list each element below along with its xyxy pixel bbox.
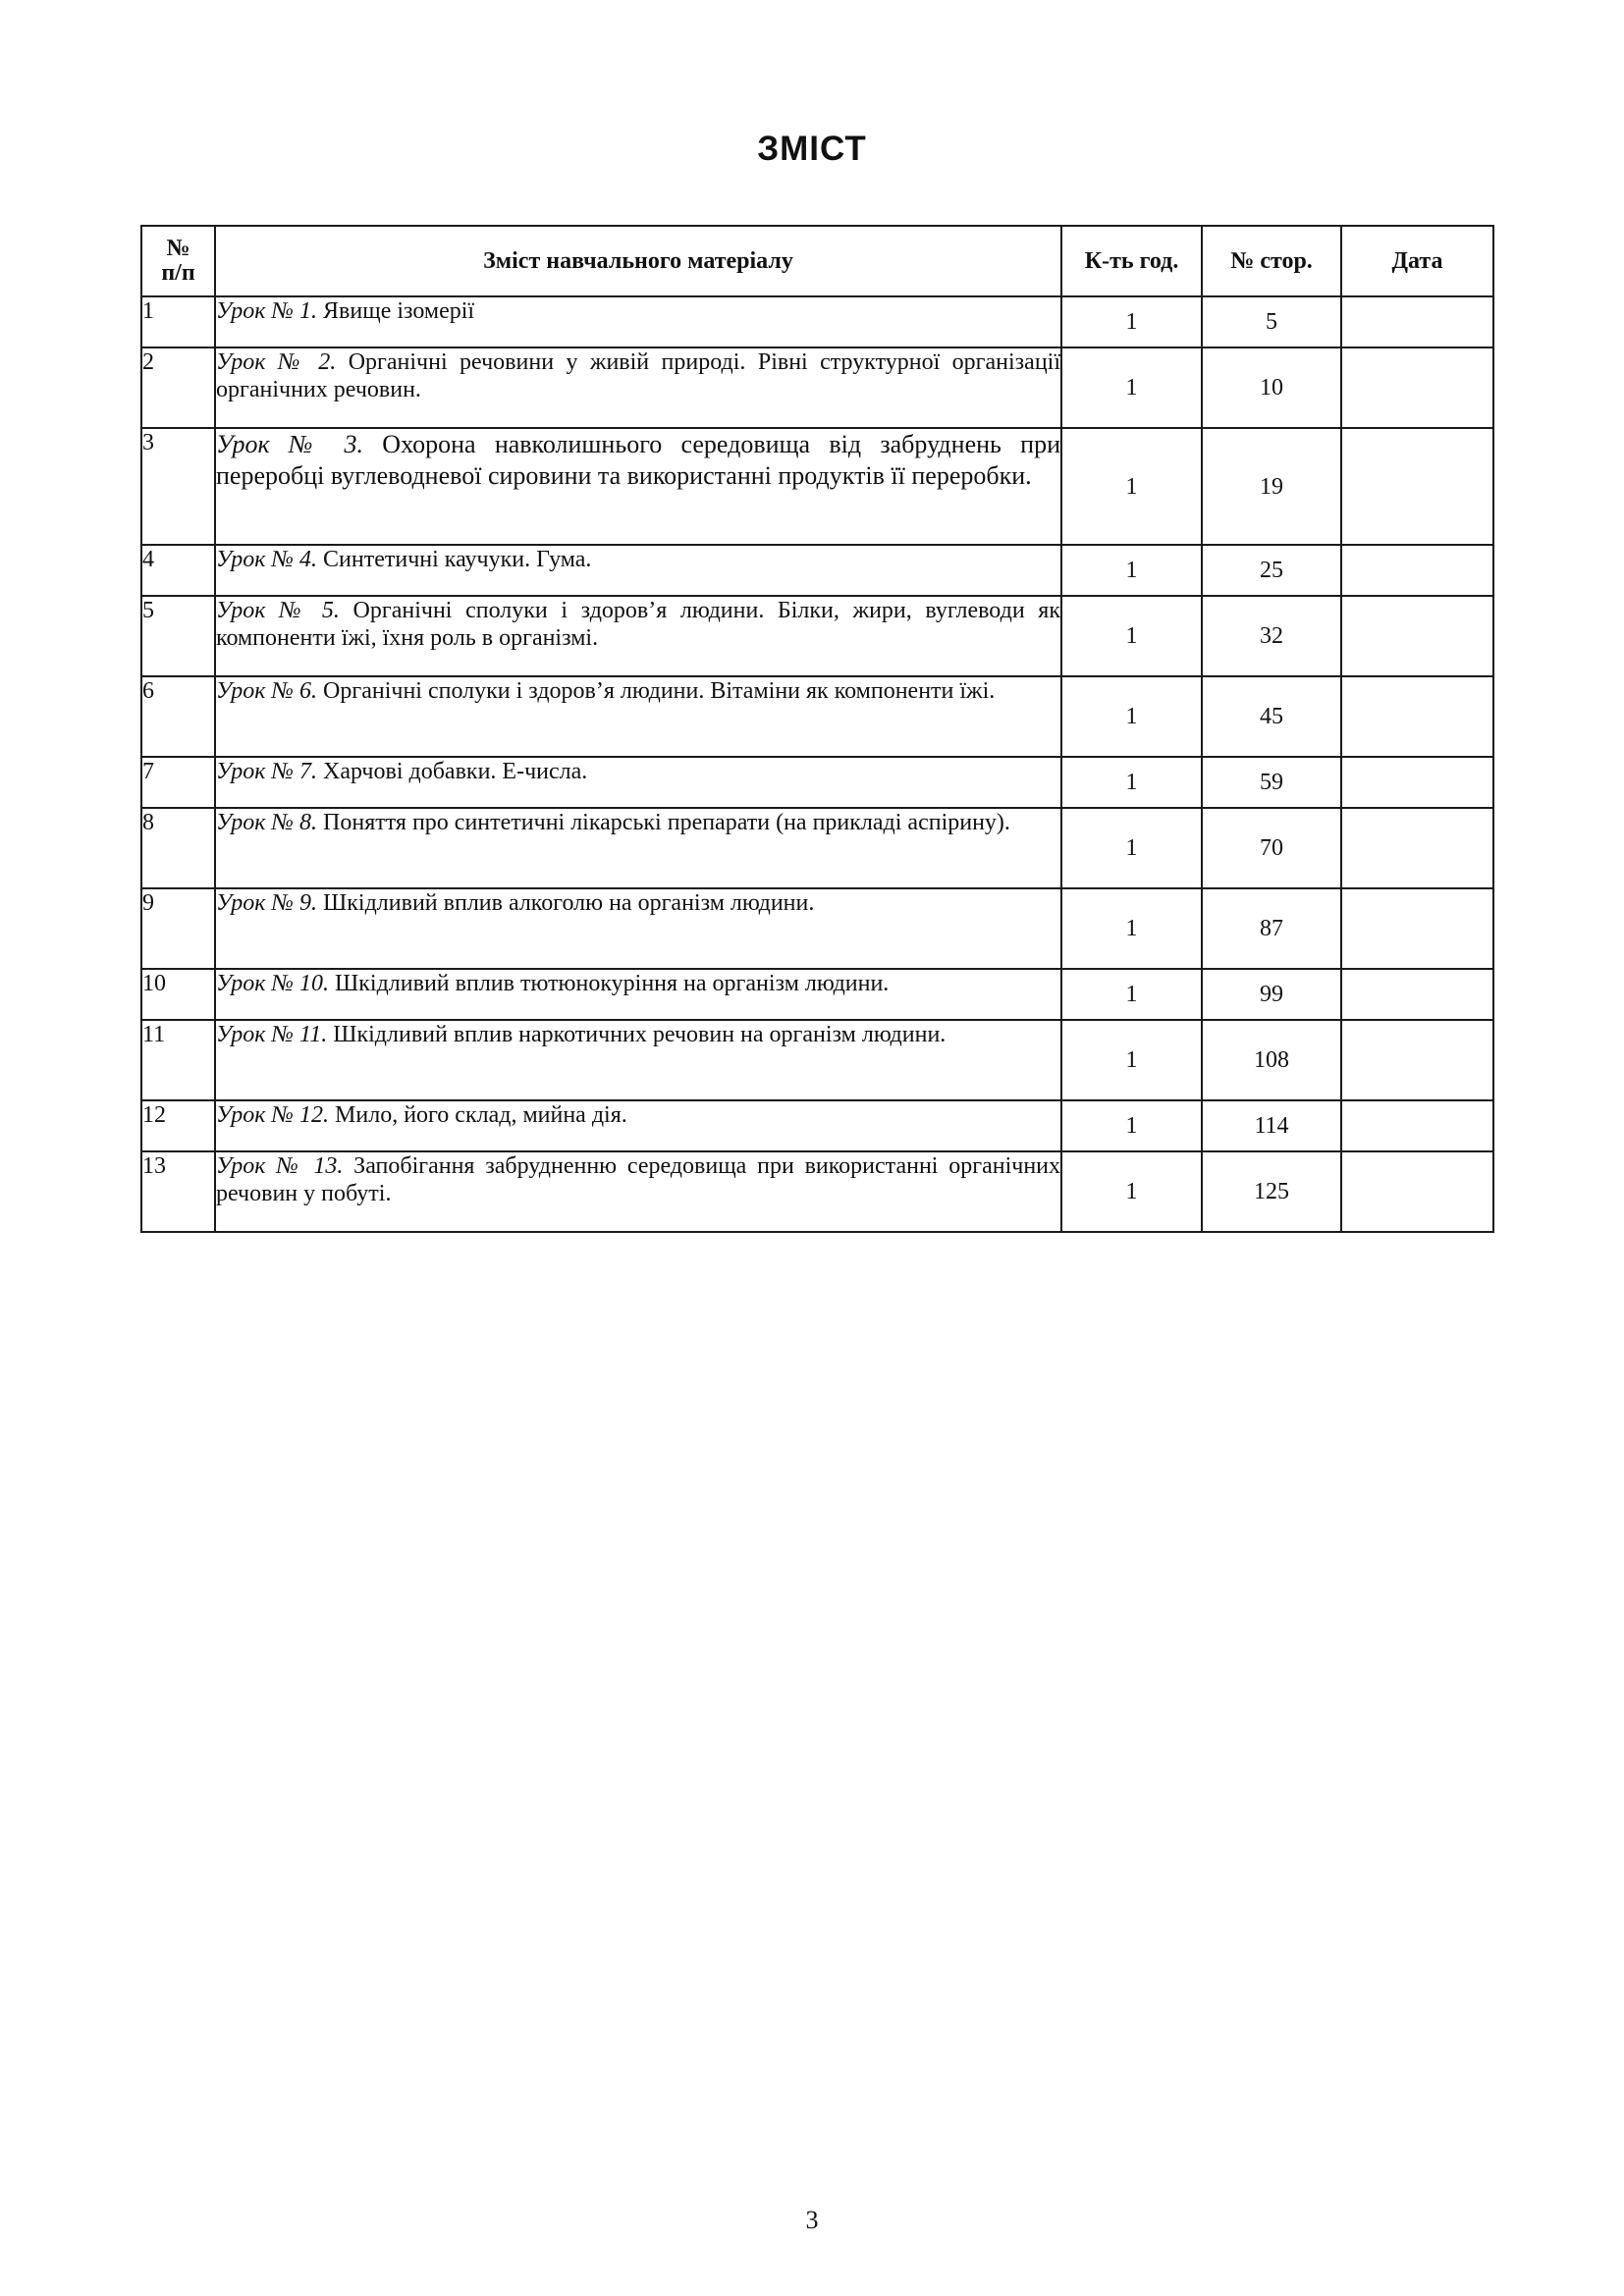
row-page: 99 (1202, 969, 1341, 1020)
row-number: 4 (141, 545, 215, 596)
table-row (141, 1151, 1493, 1232)
row-hours: 1 (1061, 1020, 1202, 1100)
row-hours: 1 (1061, 969, 1202, 1020)
lesson-topic: Шкідливий вплив наркотичних речовин на організм людини. (327, 1022, 947, 1047)
page-number: 3 (805, 2206, 819, 2234)
table-row (141, 296, 1493, 347)
lesson-label: Урок № 4. (216, 547, 318, 572)
row-date (1341, 428, 1493, 545)
lesson-label: Урок № 12. (216, 1102, 330, 1128)
lesson-topic: Органічні речовини у живій природі. Рівні структурної організації органічних речовин. (216, 349, 1060, 402)
lesson-label: Урок № 7. (216, 759, 318, 784)
row-date (1341, 596, 1493, 676)
row-content (215, 969, 1061, 1020)
row-date (1341, 1020, 1493, 1100)
row-date (1341, 888, 1493, 969)
row-page: 125 (1202, 1151, 1341, 1232)
row-content (215, 1100, 1061, 1151)
row-number: 8 (141, 808, 215, 888)
lesson-topic: Поняття про синтетичні лікарські препарати (на прикладі аспірину). (317, 810, 1010, 835)
table-row (141, 757, 1493, 808)
lesson-topic: Шкідливий вплив тютюнокуріння на організм людини. (329, 971, 890, 996)
header-number-label: п/п (161, 260, 195, 286)
row-content (215, 296, 1061, 347)
row-page: 108 (1202, 1020, 1341, 1100)
row-date (1341, 1151, 1493, 1232)
lesson-label: Урок № 13. (216, 1153, 344, 1179)
row-hours: 1 (1061, 428, 1202, 545)
lesson-label: Урок № 5. (216, 598, 340, 623)
row-content (215, 596, 1061, 676)
header-number-symbol: № (166, 236, 190, 261)
row-hours: 1 (1061, 296, 1202, 347)
row-hours: 1 (1061, 1100, 1202, 1151)
lesson-label: Урок № 2. (216, 349, 337, 375)
row-number: 11 (141, 1020, 215, 1100)
row-content (215, 1020, 1061, 1100)
row-content (215, 545, 1061, 596)
lesson-topic: Запобігання забрудненню середовища при використанні органічних речовин у побуті. (216, 1153, 1061, 1206)
lesson-topic: Охорона навколишнього середовища від забруднень при переробці вуглеводневої сировини та використанні продуктів її переробки. (216, 430, 1060, 490)
table-row (141, 1100, 1493, 1151)
lesson-topic: Органічні сполуки і здоров’я людини. Білки, жири, вуглеводи як компоненти їжі, їхня роль в організмі. (216, 598, 1060, 651)
lesson-topic: Шкідливий вплив алкоголю на організм людини. (317, 890, 815, 916)
lesson-topic: Мило, його склад, мийна дія. (329, 1102, 627, 1128)
lesson-topic: Синтетичні каучуки. Гума. (317, 547, 592, 572)
row-number: 7 (141, 757, 215, 808)
row-hours: 1 (1061, 596, 1202, 676)
row-hours: 1 (1061, 757, 1202, 808)
row-page: 5 (1202, 296, 1341, 347)
row-number: 1 (141, 296, 215, 347)
row-hours: 1 (1061, 808, 1202, 888)
row-number: 6 (141, 676, 215, 757)
lesson-label: Урок № 8. (216, 810, 318, 835)
row-hours: 1 (1061, 1151, 1202, 1232)
row-page: 19 (1202, 428, 1341, 545)
row-page: 114 (1202, 1100, 1341, 1151)
row-page: 32 (1202, 596, 1341, 676)
row-date (1341, 808, 1493, 888)
lesson-label: Урок № 11. (216, 1022, 328, 1047)
row-date (1341, 757, 1493, 808)
lesson-label: Урок № 1. (216, 298, 318, 324)
row-content (215, 1151, 1061, 1232)
header-date: Дата (1341, 226, 1493, 296)
lesson-topic: Харчові добавки. Е-числа. (317, 759, 588, 784)
lesson-label: Урок № 3. (216, 430, 363, 458)
table-row (141, 676, 1493, 757)
row-date (1341, 545, 1493, 596)
row-content (215, 808, 1061, 888)
table-header-row (141, 226, 1493, 296)
header-content: Зміст навчального матеріалу (215, 226, 1061, 296)
row-page: 25 (1202, 545, 1341, 596)
header-hours: К-ть год. (1061, 226, 1202, 296)
table-row (141, 347, 1493, 428)
row-date (1341, 1100, 1493, 1151)
table-row (141, 428, 1493, 545)
row-page: 87 (1202, 888, 1341, 969)
row-number: 5 (141, 596, 215, 676)
row-hours: 1 (1061, 347, 1202, 428)
row-number: 2 (141, 347, 215, 428)
header-page: № стор. (1202, 226, 1341, 296)
row-content (215, 676, 1061, 757)
header-number (141, 226, 215, 296)
table-row (141, 596, 1493, 676)
lesson-topic: Органічні сполуки і здоров’я людини. Вітаміни як компоненти їжі. (317, 678, 996, 704)
table-row (141, 888, 1493, 969)
lesson-label: Урок № 6. (216, 678, 318, 704)
contents-table (140, 225, 1494, 1233)
lesson-topic: Явище ізомерії (317, 298, 475, 324)
row-hours: 1 (1061, 888, 1202, 969)
row-number: 9 (141, 888, 215, 969)
row-content (215, 347, 1061, 428)
row-number: 13 (141, 1151, 215, 1232)
row-number: 10 (141, 969, 215, 1020)
row-date (1341, 347, 1493, 428)
row-hours: 1 (1061, 545, 1202, 596)
row-date (1341, 676, 1493, 757)
page-title: ЗМІСТ (757, 130, 867, 168)
row-content (215, 428, 1061, 545)
row-number: 3 (141, 428, 215, 545)
row-date (1341, 296, 1493, 347)
row-content (215, 888, 1061, 969)
row-date (1341, 969, 1493, 1020)
row-page: 70 (1202, 808, 1341, 888)
lesson-label: Урок № 10. (216, 971, 330, 996)
row-page: 59 (1202, 757, 1341, 808)
row-page: 10 (1202, 347, 1341, 428)
row-hours: 1 (1061, 676, 1202, 757)
table-row (141, 969, 1493, 1020)
lesson-label: Урок № 9. (216, 890, 318, 916)
row-page: 45 (1202, 676, 1341, 757)
row-number: 12 (141, 1100, 215, 1151)
table-row (141, 1020, 1493, 1100)
row-content (215, 757, 1061, 808)
table-row (141, 808, 1493, 888)
table-row (141, 545, 1493, 596)
